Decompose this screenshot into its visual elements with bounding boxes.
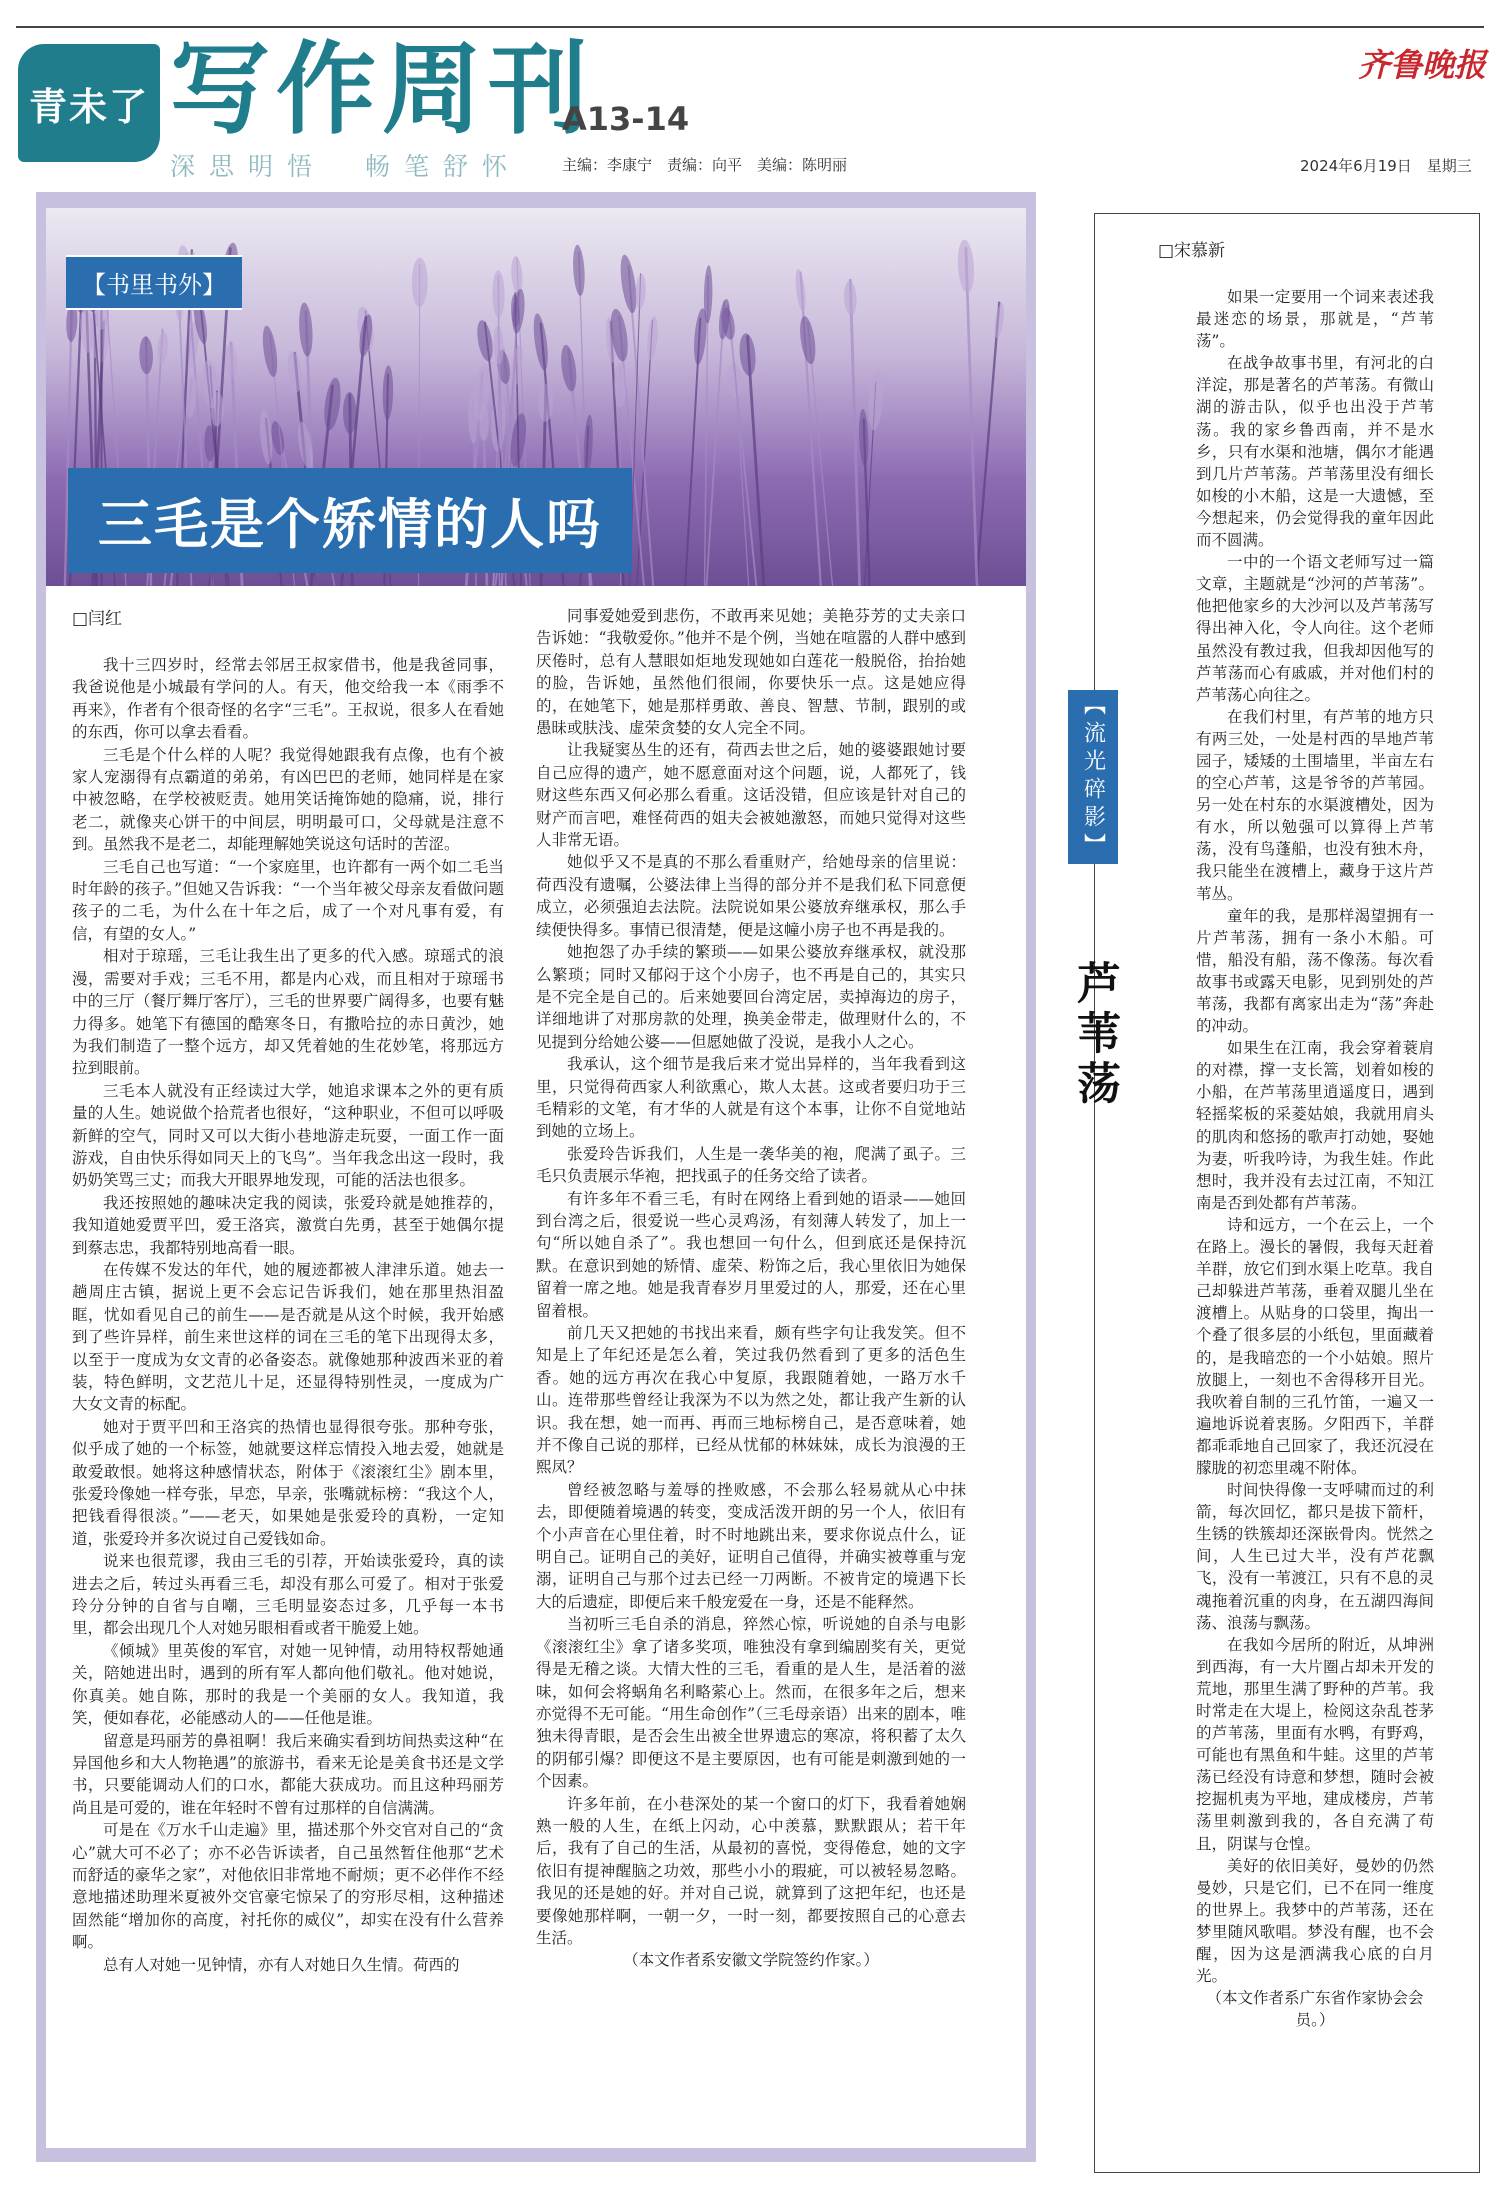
- slogan: 深思明悟 畅笔舒怀: [170, 152, 522, 181]
- paragraph: 我十三四岁时，经常去邻居王叔家借书，他是我爸同事，我爸说他是小城最有学问的人。有天，他交给我一本《雨季不再来》，作者有个很奇怪的名字“三毛”。王叔说，很多人在看她的东西，你可以拿去看看。: [72, 656, 504, 742]
- editor-credits: 主编：李康宁 责编：向平 美编：陈明丽: [562, 156, 848, 174]
- paragraph: 在我如今居所的附近，从坤洲到西海，有一大片圈占却未开发的荒地，那里生满了野种的芦苇。我时常走在大堤上，检阅这杂乱苍茅的芦苇荡，里面有水鸭，有野鸡，可能也有黑鱼和牛蛙。这里的芦苇荡已经没有诗意和梦想，随时会被挖掘机夷为平地，建成楼房，芦苇荡里刺激到我的，各自充满了苟且，阴谋与仓惶。: [1196, 1635, 1434, 1853]
- paragraph: 张爱玲告诉我们，人生是一袭华美的袍，爬满了虱子。三毛只负责展示华袍，把找虱子的任务交给了读者。: [536, 1144, 966, 1186]
- paragraph: 三毛是个什么样的人呢？我觉得她跟我有点像，也有个被家人宠溺得有点霸道的弟弟，有凶巴巴的老师，她同样是在家中被忽略，在学校被贬责。她用笑话掩饰她的隐痛，说，排行老二，就像夹心饼干的中间层，明明最可口，父母就是注意不到。虽然我不是老二，却能理解她笑说这句话时的苦涩。: [72, 745, 504, 854]
- paragraph: 曾经被忽略与羞辱的挫败感，不会那么轻易就从心中抹去，即便随着境遇的转变，变成活泼开朗的另一个人，依旧有个小声音在心里住着，时不时地跳出来，要求你说点什么，证明自己。证明自己的美好，证明自己值得，并确实被尊重与宠溺，证明自己与那个过去已经一刀两断。不被肯定的境遇下长大的后遗症，即便后来千般宠爱在一身，还是不能释然。: [536, 1480, 966, 1611]
- article-column-1: [72, 654, 504, 2144]
- article-author: □闫红: [72, 609, 123, 629]
- paragraph: 在我们村里，有芦苇的地方只有两三处，一处是村西的旱地芦苇园子，矮矮的土围墙里，半亩左右的空心芦苇，这是爷爷的芦苇园。另一处在村东的水渠渡槽处，因为有水，所以勉强可以算得上芦苇荡，没有鸟蓬船，也没有独木舟，我只能坐在渡槽上，藏身于这片芦苇丛。: [1196, 707, 1434, 903]
- header-rule: [16, 26, 1484, 28]
- paragraph: 如果生在江南，我会穿着蓑肩的对襟，撑一支长篙，划着如梭的小船，在芦苇荡里逍遥度日，遇到轻摇桨板的采菱姑娘，我就用肩头的肌肉和悠扬的歌声打动她，娶她为妻，听我吟诗，为我生娃。作此想时，我并没有去过江南，不知江南是否到处都有芦苇荡。: [1196, 1039, 1434, 1212]
- paragraph: 我承认，这个细节是我后来才觉出异样的，当年我看到这里，只觉得荷西家人利欲熏心，欺人太甚。这或者要归功于三毛精彩的文笔，有才华的人就是有这个本事，让你不自觉地站到她的立场上。: [536, 1055, 966, 1141]
- article-title: 三毛是个矫情的人吗: [68, 468, 632, 573]
- paragraph: 相对于琼瑶，三毛让我生出了更多的代入感。琼瑶式的浪漫，需要对手戏；三毛不用，都是内心戏，而且相对于琼瑶书中的三厅（餐厅舞厅客厅），三毛的世界要广阔得多，也要有魅力得多。她笔下有德国的酷寒冬日，有撒哈拉的赤日黄沙，她为我们制造了一整个远方，却又凭着她的生花妙笔，将那远方拉到眼前。: [72, 947, 504, 1078]
- right-article-author: □宋慕新: [1158, 241, 1226, 261]
- paragraph: 一中的一个语文老师写过一篇文章，主题就是“沙河的芦苇荡”。他把他家乡的大沙河以及芦苇荡写得出神入化，令人向往。这个老师虽然没有教过我，但我却因他写的芦苇荡而心有戚戚，并对他们村的芦苇荡心向往之。: [1196, 553, 1434, 704]
- paragraph: 美好的依旧美好，曼妙的仍然曼妙，只是它们，已不在同一维度的世界上。我梦中的芦苇荡，还在梦里随风歌唱。梦没有醒，也不会醒，因为这是洒满我心底的白月光。: [1196, 1856, 1434, 1986]
- page-number: A13-14: [562, 100, 690, 138]
- paragraph: 她似乎又不是真的不那么看重财产，给她母亲的信里说：荷西没有遗嘱，公婆法律上当得的部分并不是我们私下同意便成立，必须强迫去法院。法院说如果公婆放弃继承权，那么手续便快得多。事情已很清楚，便是这幢小房子也不再是我的。: [536, 853, 966, 939]
- paragraph: 三毛自己也写道：“一个家庭里，也许都有一两个如二毛当时年龄的孩子。”但她又告诉我：“一个当年被父母亲友看做问题孩子的二毛，为什么在十年之后，成了一个对凡事有爱，有信，有望的女人。”: [72, 857, 504, 943]
- paragraph: 《倾城》里英俊的军官，对她一见钟情，动用特权帮她通关，陪她进出时，遇到的所有军人都向他们敬礼。他对她说，你真美。她自陈，那时的我是一个美丽的女人。我知道，我笑，便如春花，必能感动人的——任他是谁。: [72, 1641, 504, 1728]
- paragraph: 童年的我，是那样渴望拥有一片芦苇荡，拥有一条小木船。可惜，船没有船，荡不像荡。每次看故事书或露天电影，见到别处的芦苇荡，我都有离家出走为“荡”奔赴的冲动。: [1196, 906, 1434, 1036]
- paragraph: 她抱怨了办手续的繁琐——如果公婆放弃继承权，就没那么繁琐；同时又郁闷于这个小房子，也不再是自己的，其实只是不完全是自己的。后来她要回台湾定居，卖掉海边的房子，详细地讲了对那房款的处理，换美金带走，做理财什么的，不见提到分给她公婆——但愿她做了没说，是我小人之心。: [536, 943, 966, 1051]
- paragraph: （本文作者系广东省作家协会会员。）: [1206, 1989, 1424, 2030]
- newspaper-name: 齐鲁晚报: [1358, 46, 1487, 84]
- article-column-2: [536, 605, 966, 2145]
- paragraph: 让我疑窦丛生的还有，荷西去世之后，她的婆婆跟她讨要自己应得的遗产，她不愿意面对这个问题，说，人都死了，钱财这些东西又何必那么看重。这话没错，但应该是针对自己的财产而言吧，难怪荷西的姐夫会被她激怒，而她只觉得对这些人非常无语。: [536, 741, 966, 850]
- right-column-tag: 【流光碎影】: [1068, 690, 1118, 864]
- column-tag: 【书里书外】: [66, 255, 242, 310]
- paragraph: 时间快得像一支呼啸而过的利箭，每次回忆，都只是拔下箭杆，生锈的铁簇却还深嵌骨肉。恍然之间，人生已过大半，没有芦花飘飞，没有一苇渡江，只有不息的灵魂拖着沉重的肉身，在五湖四海间荡、浪荡与飘荡。: [1196, 1481, 1434, 1632]
- paragraph: 当初听三毛自杀的消息，猝然心惊，听说她的自杀与电影《滚滚红尘》拿了诸多奖项，唯独没有拿到编剧奖有关，更觉得是无稽之谈。大情大性的三毛，看重的是人生，是活着的滋味，如何会将蜗角名利略萦心上。然而，在很多年之后，想来亦觉得不无可能。“用生命创作”（三毛母亲语）出来的剧本，唯独未得青眼，是否会生出被全世界遗忘的寒凉，将积蓄了太久的阴郁引爆？即便这不是主要原因，也有可能是刺激到她的一个因素。: [536, 1615, 966, 1791]
- issue-date: 2024年6月19日 星期三: [1300, 157, 1472, 175]
- paragraph: 有许多年不看三毛，有时在网络上看到她的语录——她回到台湾之后，很爱说一些心灵鸡汤，有刻薄人转发了，加上一句“所以她自杀了”。我也想回一句什么，但到底还是保持沉默。在意识到她的矫情、虚荣、粉饰之后，我心里依旧为她保留着一席之地。她是我青春岁月里爱过的人，那爱，还在心里留着根。: [536, 1189, 966, 1320]
- page-title: 写作周刊: [170, 30, 594, 148]
- paragraph: （本文作者系安徽文学院签约作家。）: [623, 1951, 879, 1970]
- paragraph: 我还按照她的趣味决定我的阅读，张爱玲就是她推荐的，我知道她爱贾平凹，爱王洛宾，激赏白先勇，甚至于她偶尔提到蔡志忠，我都特别地高看一眼。: [72, 1193, 504, 1257]
- right-article-title: 芦苇荡: [1069, 960, 1120, 1110]
- paragraph: 可是在《万水千山走遍》里，描述那个外交官对自己的“贪心”就大可不必了；亦不必告诉读者，自己虽然暂住他那“艺术而舒适的豪华之家”，对他依旧非常地不耐烦；更不必伴作不经意地描述助理米夏被外交官豪宅惊呆了的穷形尽相，这种描述固然能“增加你的高度，衬托你的威仪”，却实在没有什么营养啊。: [72, 1821, 504, 1952]
- right-article-body: [1196, 286, 1434, 2166]
- paragraph: 许多年前，在小巷深处的某一个窗口的灯下，我看着她娴熟一般的人生，在纸上闪动，心中羡慕，默默跟从；若干年后，我有了自己的生活，从最初的喜悦，变得倦怠，她的文字依旧有提神醒脑之功效，那些小小的瑕疵，可以被轻易忽略。我见的还是她的好。并对自己说，就算到了这把年纪，也还是要像她那样啊，一朝一夕，一时一刻，都要按照自己的心意去生活。: [536, 1794, 966, 1947]
- paragraph: 同事爱她爱到悲伤，不敢再来见她；美艳芬芳的丈夫亲口告诉她：“我敬爱你。”他并不是个例，当她在喧嚣的人群中感到厌倦时，总有人慧眼如炬地发现她如白莲花一般脱俗，抬抬她的脸，告诉她，虽然他们很闹，你要快乐一点。这是她应得的，在她笔下，她是那样勇敢、善良、智慧、节制，跟别的或愚昧或肤浅、虚荣贪婪的女人完全不同。: [536, 607, 966, 738]
- paragraph: 前几天又把她的书找出来看，颇有些字句让我发笑。但不知是上了年纪还是怎么着，笑过我仍然看到了更多的活色生香。她的远方再次在我心中复原，我跟随着她，一路万水千山。连带那些曾经让我深为不以为然之处，都让我产生新的认识。我在想，她一而再、再而三地标榜自己，是否意味着，她并不像自己说的那样，已经从忧郁的林妹妹，成长为浪漫的王熙凤？: [536, 1324, 966, 1477]
- paragraph: 在传媒不发达的年代，她的履迹都被人津津乐道。她去一趟周庄古镇，据说上更不会忘记告诉我们，她在那里热泪盈眶，忧如看见自己的前生——是否就是从这个时候，我开始感到了些许异样，前生来世这样的词在三毛的笔下出现得太多，以至于一度成为女文青的必备姿态。就像她那种波西米亚的着装，特色鲜明，文艺范儿十足，还显得特别性灵，一度成为广大女文青的标配。: [72, 1260, 504, 1414]
- logo: 青未了: [18, 44, 160, 162]
- paragraph: 她对于贾平凹和王洛宾的热情也显得很夸张。那种夸张，似乎成了她的一个标签，她就要这样忘情投入地去爱，她就是敢爱敢恨。她将这种感情状态，附体于《滚滚红尘》剧本里，张爱玲像她一样夸张，早恋，早亲，张嘴就标榜：“我这个人，把钱看得很淡。”——老天，如果她是张爱玲的真粉，一定知道，张爱玲并多次说过自己爱钱如命。: [72, 1417, 504, 1548]
- paragraph: 如果一定要用一个词来表述我最迷恋的场景，那就是，“芦苇荡”。: [1196, 288, 1434, 351]
- paragraph: 说来也很荒谬，我由三毛的引荐，开始读张爱玲，真的读进去之后，转过头再看三毛，却没有那么可爱了。相对于张爱玲分分钟的自省与自嘲，三毛明显姿态过多，几乎每一本书里，都会出现几个人对她另眼相看或者干脆爱上她。: [72, 1552, 504, 1638]
- paragraph: 留意是玛丽芳的鼻祖啊！我后来确实看到坊间热卖这种“在异国他乡和大人物艳遇”的旅游书，看来无论是美食书还是文学书，只要能调动人们的口水，都能大获成功。而且这种玛丽芳尚且是可爱的，谁在年轻时不曾有过那样的自信满满。: [72, 1731, 504, 1817]
- paragraph: 总有人对她一见钟情，亦有人对她日久生情。荷西的: [103, 1955, 460, 1974]
- paragraph: 三毛本人就没有正经读过大学，她追求课本之外的更有质量的人生。她说做个拾荒者也很好，“这种职业，不但可以呼吸新鲜的空气，同时又可以大街小巷地游走玩耍，一面工作一面游戏，自由快乐得如同天上的飞鸟”。当年我念出这一段时，我奶奶笑骂三丈；而我大开眼界地发现，可能的活法也很多。: [72, 1081, 504, 1190]
- paragraph: 诗和远方，一个在云上，一个在路上。漫长的暑假，我每天赶着羊群，放它们到水渠上吃草。我自己却躲进芦苇荡，垂着双腿儿坐在渡槽上。从贴身的口袋里，掏出一个叠了很多层的小纸包，里面藏着的，是我暗恋的一个小姑娘。照片放腿上，一刻也不舍得移开目光。我吹着自制的三孔竹笛，一遍又一遍地诉说着衷肠。夕阳西下，羊群都乖乖地自己回家了，我还沉浸在朦胧的初恋里魂不附体。: [1196, 1215, 1434, 1477]
- paragraph: 在战争故事书里，有河北的白洋淀，那是著名的芦苇荡。有微山湖的游击队，似乎也出没于芦苇荡。我的家乡鲁西南，并不是水乡，只有水渠和池塘，偶尔才能遇到几片芦苇荡。芦苇荡里没有细长如梭的小木船，这是一大遗憾，至今想起来，仍会觉得我的童年因此而不圆满。: [1196, 354, 1434, 550]
